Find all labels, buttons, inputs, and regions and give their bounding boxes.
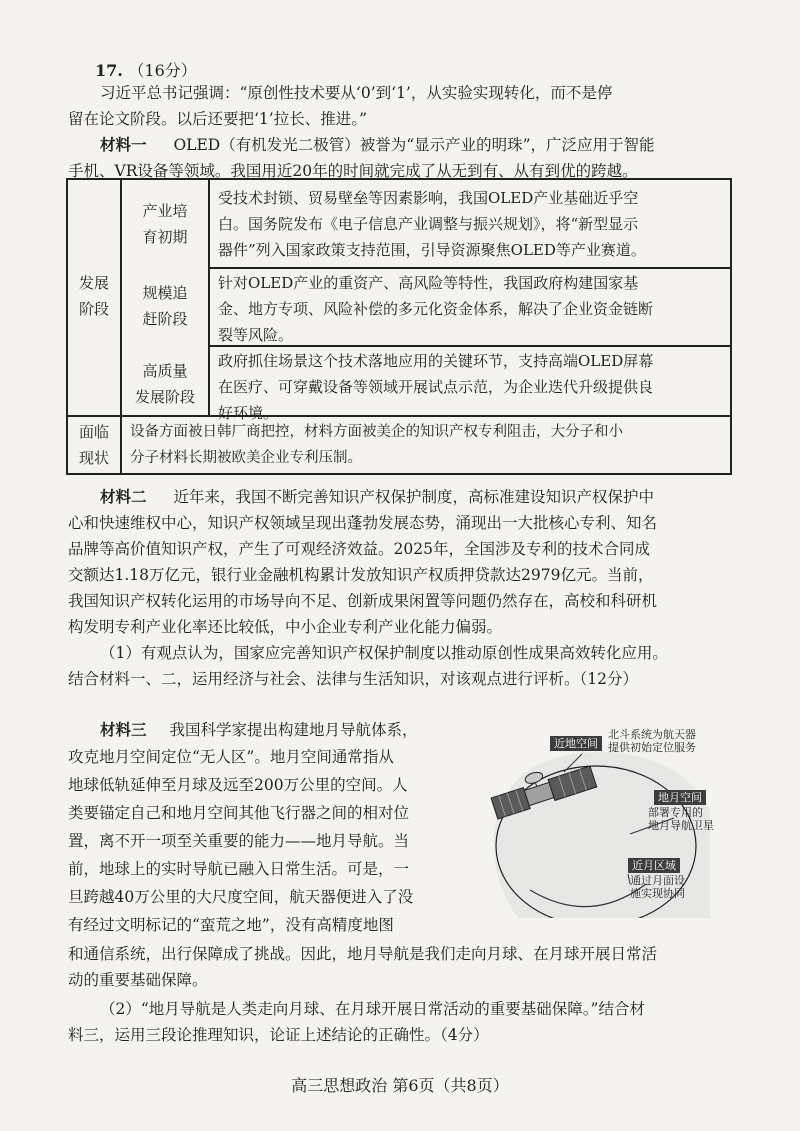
material3-label: 材料三: [100, 720, 147, 739]
material3-line-4: 类要锚定自己和地月空间其他飞行器之间的相对位: [68, 804, 410, 822]
material1-label: 材料一: [100, 135, 147, 154]
material3-line-10: 动的重要基础保障。: [68, 971, 208, 989]
sub1-line-1: （1）有观点认为，国家应完善知识产权保护制度以推动原创性成果高效转化应用。: [100, 644, 668, 662]
stage-label-1-a: 产业培: [142, 202, 188, 220]
stage-label-2: [122, 280, 208, 332]
stage-label-2-b: 赶阶段: [142, 310, 188, 328]
sub1-line-2: 结合材料一、二，运用经济与社会、法律与生活知识，对该观点进行评析。（12分）: [68, 670, 638, 688]
material3-line-7: 旦跨越40万公里的大尺度空间，航天器便进入了没: [68, 888, 414, 906]
stage-text-1-c: 器件”列入国家政策支持范围，引导资源聚焦OLED等产业赛道。: [218, 241, 646, 259]
question-number-text: 17.: [95, 61, 123, 80]
current-status-label-2: 现状: [78, 449, 109, 467]
stage-label-3-a: 高质量: [142, 362, 188, 380]
material3-line-6: 前，地球上的实时导航已融入日常生活。可是，一: [68, 860, 410, 878]
stage-group-label: [68, 270, 120, 322]
stage-text-2-c: 裂等风险。: [218, 326, 294, 344]
material2-line-3: 品牌等高价值知识产权，产生了可观经济效益。2025年，全国涉及专利的技术合同成: [68, 540, 650, 558]
material1-line-1: [100, 132, 740, 158]
material3-line-9: 和通信系统，出行保障成了挑战。因此，地月导航是我们走向月球、在月球开展日常活: [68, 945, 658, 963]
stage-text-1: [218, 185, 724, 263]
intro-line-2: 留在论文阶段。以后还要把‘1’拉长、推进。”: [68, 110, 367, 128]
material3-line-1: [100, 716, 500, 745]
material3-line-5: 置，离不开一项至关重要的能力——地月导航。当: [68, 832, 410, 850]
stage-text-3-a: 政府抓住场景这个技术落地应用的关键环节，支持高端OLED屏幕: [218, 352, 654, 370]
material2-line-5: 我国知识产权转化运用的市场导向不足、创新成果闲置等问题仍然存在，高校和科研机: [68, 592, 658, 610]
stage-label-3: [122, 358, 208, 410]
material1-line-2: 手机、VR设备等领域。我国用近20年的时间就完成了从无到有、从有到优的跨越。: [68, 162, 638, 180]
stage-text-3-c: 好环境。: [218, 404, 279, 422]
stage-group-label-1: 发展: [78, 274, 109, 292]
question-points: （16分）: [128, 61, 197, 80]
material3-text-1: 我国科学家提出构建地月导航体系，: [169, 721, 418, 739]
cislunar-note: [648, 806, 714, 832]
material3-line-3: 地球低轨延伸至月球及远至200万公里的空间。人: [68, 776, 408, 794]
material2-line-6: 构发明专利产业化率还比较低，中小企业专利产业化能力偏弱。: [68, 618, 503, 636]
near-moon-note: [630, 874, 685, 900]
page-footer: 高三思想政治 第6页（共8页）: [291, 1076, 509, 1095]
material2-line-4: 交额达1.18万亿元，银行业金融机构累计发放知识产权质押贷款达2979亿元。当前，: [68, 566, 654, 584]
stage-text-3: [218, 348, 724, 426]
stage-label-1-b: 育初期: [142, 228, 188, 246]
stage-text-1-a: 受技术封锁、贸易壁垒等因素影响，我国OLED产业基础近乎空: [218, 189, 639, 207]
near-moon-note-2: 施实现协同: [630, 887, 685, 900]
stage-text-1-b: 白。国务院发布《电子信息产业调整与振兴规划》，将“新型显示: [218, 215, 639, 233]
material2-line-1: [100, 484, 740, 510]
material1-text-1: OLED（有机发光二极管）被誉为“显示产业的明珠”，广泛应用于智能: [173, 136, 655, 154]
sub2-line-1: （2）“地月导航是人类走向月球、在月球开展日常活动的重要基础保障。”结合材: [100, 1000, 645, 1018]
stage-label-1: [122, 198, 208, 250]
current-status-label: [68, 419, 120, 471]
cislunar-note-2: 地月导航卫星: [648, 819, 714, 832]
intro-line-1: 习近平总书记强调：“原创性技术要从‘0’到‘1’，从实验实现转化，而不是停: [100, 84, 613, 102]
material3-line-8: 有经过文明标记的“蛮荒之地”，没有高精度地图: [68, 916, 394, 934]
material2-line-2: 心和快速维权中心，知识产权领域呈现出蓬勃发展态势，涌现出一大批核心专利、知名: [68, 514, 658, 532]
cislunar-note-1: 部署专用的: [648, 806, 703, 819]
current-status-label-1: 面临: [78, 423, 109, 441]
stage-group-label-2: 阶段: [78, 300, 109, 318]
current-status-text-2: 分子材料长期被欧美企业专利压制。: [130, 450, 362, 466]
near-earth-note: [608, 728, 696, 754]
cislunar-label: 地月空间: [654, 790, 706, 805]
question-number: [95, 58, 197, 81]
stage-text-2-b: 金、地方专项、风险补偿的多元化资金体系，解决了企业资金链断: [218, 300, 654, 318]
sub2-line-2: 料三，运用三段论推理知识，论证上述结论的正确性。（4分）: [68, 1026, 489, 1044]
material2-text-1: 近年来，我国不断完善知识产权保护制度，高标准建设知识产权保护中: [173, 488, 654, 506]
stage-text-2: [218, 270, 724, 348]
current-status-text: [130, 419, 726, 471]
stage-text-3-b: 在医疗、可穿戴设备等领域开展试点示范，为企业迭代升级提供良: [218, 378, 654, 396]
stage-text-2-a: 针对OLED产业的重资产、高风险等特性，我国政府构建国家基: [218, 274, 639, 292]
near-moon-note-1: 通过月面设: [630, 874, 685, 887]
near-earth-note-2: 提供初始定位服务: [608, 741, 696, 754]
current-status-text-1: 设备方面被日韩厂商把控，材料方面被美企的知识产权专利阻击，大分子和小: [130, 424, 623, 440]
stage-label-3-b: 发展阶段: [134, 388, 195, 406]
near-earth-note-1: 北斗系统为航天器: [608, 728, 696, 741]
stage-label-2-a: 规模追: [142, 284, 188, 302]
material2-label: 材料二: [100, 487, 147, 506]
near-earth-label: 近地空间: [550, 736, 602, 751]
earth-moon-navigation-figure: [478, 714, 740, 918]
oled-development-table: [66, 178, 732, 475]
material3-line-2: 攻克地月空间定位“无人区”。地月空间通常指从: [68, 748, 394, 766]
near-moon-label: 近月区域: [628, 858, 680, 873]
